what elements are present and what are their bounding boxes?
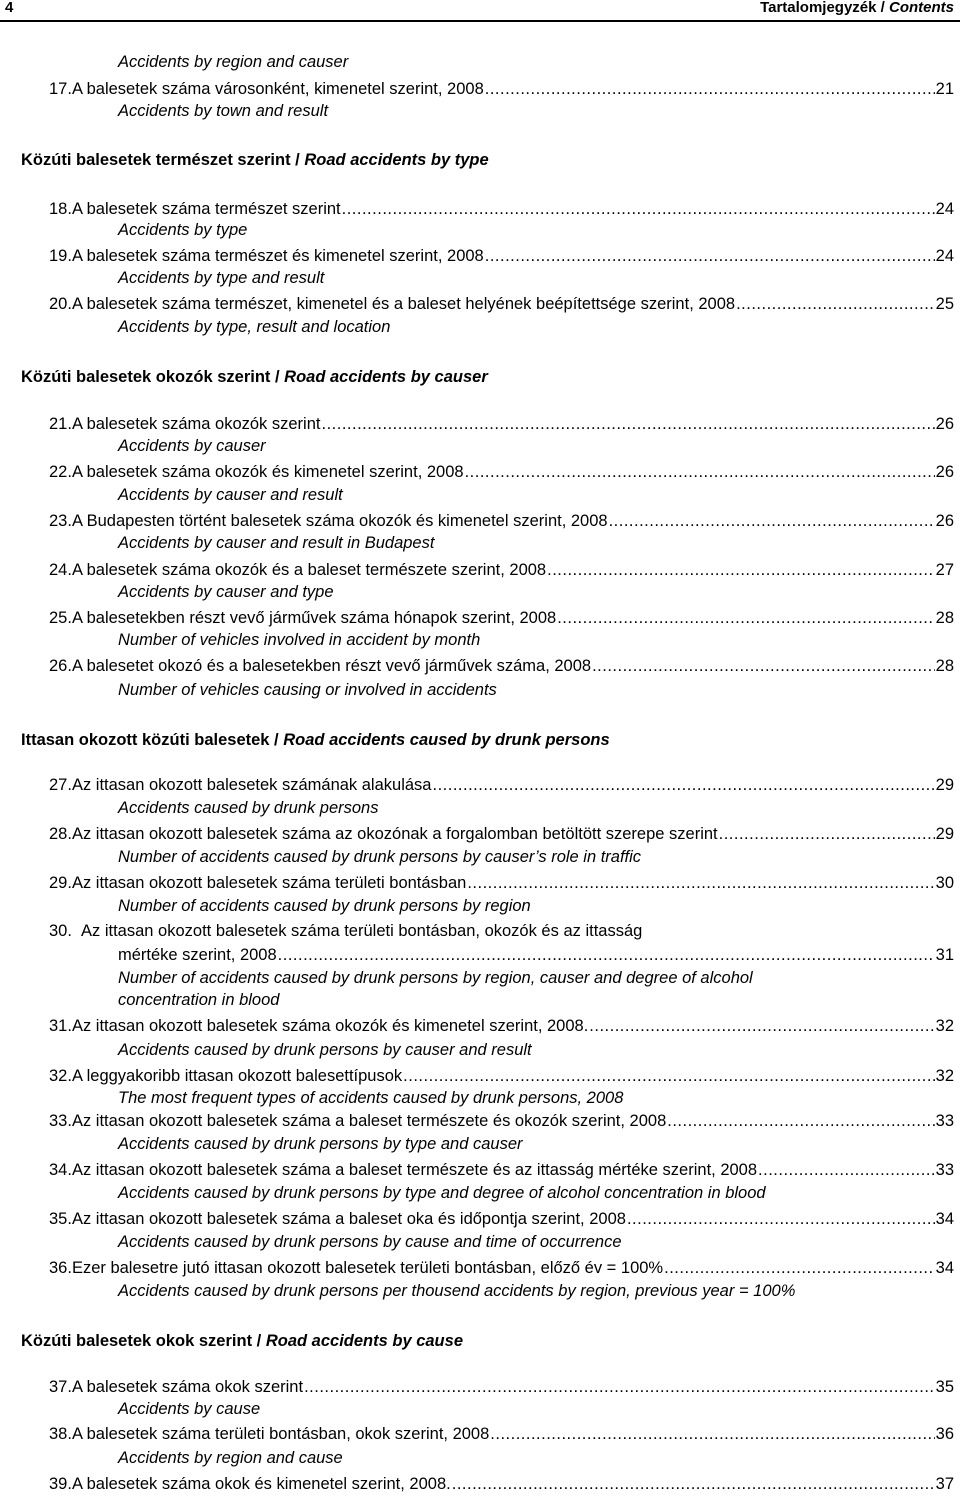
toc-entry-subtitle: Accidents by region and cause [118,1449,343,1467]
section-heading [21,367,488,387]
section-heading-en: Road accidents caused by drunk persons [283,731,610,749]
toc-entry-title: A balesetek száma okozók szerint [71,415,321,433]
toc-entry-number: 22. [49,463,72,481]
dot-leader [278,945,935,965]
toc-entry-page: 34 [935,1210,954,1228]
toc-entry-title: Ezer balesetre jutó ittasan okozott balesetek területi bontásban, előző év = 100% [71,1259,664,1277]
dot-leader [667,1111,934,1131]
toc-entry[interactable] [49,1209,954,1229]
dot-leader [589,1016,934,1036]
toc-entry-subtitle: Accidents caused by drunk persons by type and causer [118,1135,523,1153]
toc-entry[interactable] [49,1160,954,1180]
toc-entry-title: Az ittasan okozott balesetek száma az okozónak a forgalomban betöltött szerepe szerint [71,825,718,843]
toc-entry-title: A balesetek száma területi bontásban, okok szerint, 2008 [71,1425,490,1443]
toc-entry-number: 34. [49,1161,72,1179]
toc-entry-title: A balesetekben részt vevő járművek száma hónapok szerint, 2008 [71,609,557,627]
dot-leader [485,79,935,99]
section-heading [21,1331,463,1351]
dot-leader [547,560,935,580]
toc-entry-page: 30 [935,874,954,892]
toc-entry-page: 35 [935,1378,954,1396]
running-header [0,0,960,22]
toc-entry-page: 24 [935,200,954,218]
toc-entry[interactable] [49,462,954,482]
toc-entry-subtitle: concentration in blood [118,991,280,1009]
section-heading-hu: Közúti balesetek természet szerint / [21,151,305,169]
toc-entry-title: Az ittasan okozott balesetek száma területi bontásban [71,874,467,892]
toc-entry-number: 32. [49,1067,72,1085]
toc-entry-subtitle: Number of accidents caused by drunk persons by region, causer and degree of alcohol [118,969,753,987]
toc-entry-number: 24. [49,561,72,579]
toc-entry-number: 28. [49,825,72,843]
toc-entry-subtitle: Accidents by type and result [118,269,325,287]
toc-entry[interactable] [49,1066,954,1086]
toc-entry[interactable] [49,1474,954,1494]
toc-entry-number: 38. [49,1425,72,1443]
toc-entry-subtitle: Accidents by type, result and location [118,318,391,336]
toc-entry-number: 33. [49,1112,72,1130]
dot-leader [452,1474,935,1494]
dot-leader [736,294,935,314]
toc-entry-title: A balesetet okozó és a balesetekben részt vevő járművek száma, 2008 [71,657,592,675]
dot-leader [719,824,935,844]
toc-entry-title: Az ittasan okozott balesetek számának alakulása [71,776,432,794]
toc-entry-number: 26. [49,657,72,675]
toc-entry-subtitle: The most frequent types of accidents caused by drunk persons, 2008 [118,1089,624,1107]
toc-entry-page: 36 [935,1425,954,1443]
toc-entry-page: 37 [935,1475,954,1493]
toc-entry[interactable] [49,79,954,99]
toc-entry-title: A balesetek száma okozók és kimenetel szerint, 2008 [71,463,464,481]
toc-entry-number: 21. [49,415,72,433]
dot-leader [304,1377,935,1397]
toc-entry-page: 29 [935,776,954,794]
dot-leader [592,656,935,676]
toc-entry-title: A balesetek száma természet és kimenetel szerint, 2008 [71,247,484,265]
toc-entry-title: Az ittasan okozott balesetek száma a baleset természete és okozók szerint, 2008 [71,1112,667,1130]
header-rule [0,20,960,22]
toc-entry[interactable] [49,775,954,795]
toc-entry-number: 23. [49,512,72,530]
section-heading-hu: Ittasan okozott közúti balesetek / [21,731,284,749]
toc-entry-subtitle: Number of vehicles causing or involved in accidents [118,681,497,699]
toc-entry-page: 33 [935,1112,954,1130]
toc-entry-subtitle: Accidents by causer and type [118,583,334,601]
dot-leader [609,511,935,531]
toc-entry-subtitle: Accidents by cause [118,1400,261,1418]
toc-entry[interactable] [49,1111,954,1131]
toc-entry-page: 27 [935,561,954,579]
toc-entry-page: 29 [935,825,954,843]
toc-entry[interactable] [49,824,954,844]
toc-entry-subtitle: Accidents by region and causer [118,53,349,71]
toc-entry-page: 34 [935,1259,954,1277]
toc-entry-title: Az ittasan okozott balesetek száma területi bontásban, okozók és az ittasság [81,922,643,940]
dot-leader [403,1066,934,1086]
dot-leader [758,1160,935,1180]
toc-entry-subtitle: Accidents caused by drunk persons per thousend accidents by region, previous year = 100% [118,1282,796,1300]
toc-entry[interactable] [49,608,954,628]
section-heading-en: Road accidents by cause [265,1332,463,1350]
toc-entry-number: 20. [49,295,72,313]
toc-entry-subtitle: Accidents caused by drunk persons [118,799,379,817]
toc-entry[interactable] [49,246,954,266]
running-title-en: Contents [889,0,954,16]
toc-entry-page: 21 [935,80,954,98]
page-number: 4 [5,0,14,16]
toc-entry-number: 39. [49,1475,72,1493]
section-heading-hu: Közúti balesetek okok szerint / [21,1332,266,1350]
toc-entry-number: 35. [49,1210,72,1228]
toc-entry[interactable] [49,656,954,676]
toc-entry-page: 24 [935,247,954,265]
toc-entry-number: 37. [49,1378,72,1396]
toc-entry-subtitle: Accidents by causer and result [118,486,343,504]
toc-entry-title: A Budapesten történt balesetek száma okozók és kimenetel szerint, 2008 [71,512,608,530]
toc-entry-page: 25 [935,295,954,313]
toc-entry-number: 36. [49,1259,72,1277]
dot-leader [321,414,934,434]
toc-entry[interactable] [49,1016,954,1036]
toc-entry-title: A balesetek száma városonként, kimenetel szerint, 2008 [71,80,484,98]
toc-entry-title: A balesetek száma természet, kimenetel és a baleset helyének beépítettsége szerint, 2008 [71,295,736,313]
dot-leader [557,608,934,628]
toc-entry-number: 25. [49,609,72,627]
toc-entry[interactable] [49,199,954,219]
toc-entry-page: 31 [935,946,954,964]
toc-entry-page: 26 [935,415,954,433]
dot-leader [467,873,934,893]
dot-leader [465,462,935,482]
toc-entry-title: mértéke szerint, 2008 [118,946,277,964]
section-heading-en: Road accidents by type [304,151,489,169]
running-title-hu: Tartalomjegyzék / [760,0,889,16]
toc-entry-number: 19. [49,247,72,265]
dot-leader [432,775,934,795]
toc-entry-number: 27. [49,776,72,794]
toc-entry-subtitle: Accidents caused by drunk persons by type and degree of alcohol concentration in blood [118,1184,766,1202]
toc-entry-continuation[interactable] [118,945,954,965]
toc-entry-title: Az ittasan okozott balesetek száma a baleset természete és az ittasság mértéke szerint, 2008 [71,1161,758,1179]
toc-entry-page: 32 [935,1017,954,1035]
toc-entry-number: 29. [49,874,72,892]
toc-entry-subtitle: Accidents caused by drunk persons by causer and result [118,1041,532,1059]
toc-entry-title: A balesetek száma természet szerint [71,200,341,218]
toc-entry-number: 17. [49,80,72,98]
toc-entry-page: 26 [935,463,954,481]
toc-entry-subtitle: Accidents by causer [118,437,266,455]
toc-entry[interactable] [49,1424,954,1444]
section-heading-en: Road accidents by causer [284,368,488,386]
dot-leader [342,199,935,219]
dot-leader [664,1258,935,1278]
toc-entry-page: 28 [935,657,954,675]
toc-entry-title: Az ittasan okozott balesetek száma a baleset oka és időpontja szerint, 2008 [71,1210,626,1228]
toc-entry-title: A leggyakoribb ittasan okozott balesettípusok [71,1067,403,1085]
toc-entry-subtitle: Accidents by town and result [118,102,329,120]
toc-entry[interactable] [49,294,954,314]
toc-entry-subtitle: Number of accidents caused by drunk persons by region [118,897,531,915]
dot-leader [490,1424,934,1444]
toc-entry-subtitle: Accidents caused by drunk persons by cause and time of occurrence [118,1233,622,1251]
toc-entry-page: 26 [935,512,954,530]
toc-entry-subtitle: Accidents by causer and result in Budapest [118,534,435,552]
toc-entry-page: 33 [935,1161,954,1179]
toc-entry[interactable] [49,1258,954,1278]
toc-entry[interactable] [49,560,954,580]
dot-leader [485,246,935,266]
toc-entry-first-line[interactable] [49,921,642,941]
toc-entry[interactable] [49,414,954,434]
toc-entry-number: 31. [49,1017,72,1035]
section-heading-hu: Közúti balesetek okozók szerint / [21,368,285,386]
toc-entry-title: Az ittasan okozott balesetek száma okozók és kimenetel szerint, 2008. [71,1017,589,1035]
toc-entry-title: A balesetek száma okok és kimenetel szerint, 2008. [71,1475,451,1493]
section-heading [21,730,610,750]
toc-entry-title: A balesetek száma okozók és a baleset természete szerint, 2008 [71,561,547,579]
toc-entry-page: 28 [935,609,954,627]
running-title [760,0,954,16]
toc-entry-subtitle: Accidents by type [118,221,248,239]
dot-leader [627,1209,935,1229]
toc-entry-subtitle: Number of vehicles involved in accident by month [118,631,481,649]
toc-entry-subtitle: Number of accidents caused by drunk persons by causer’s role in traffic [118,848,642,866]
toc-entry-page: 32 [935,1067,954,1085]
toc-entry-title: A balesetek száma okok szerint [71,1378,304,1396]
toc-entry[interactable] [49,873,954,893]
toc-entry[interactable] [49,1377,954,1397]
toc-entry-number: 30. [49,922,72,940]
section-heading [21,150,489,170]
toc-entry[interactable] [49,511,954,531]
toc-entry-number: 18. [49,200,72,218]
